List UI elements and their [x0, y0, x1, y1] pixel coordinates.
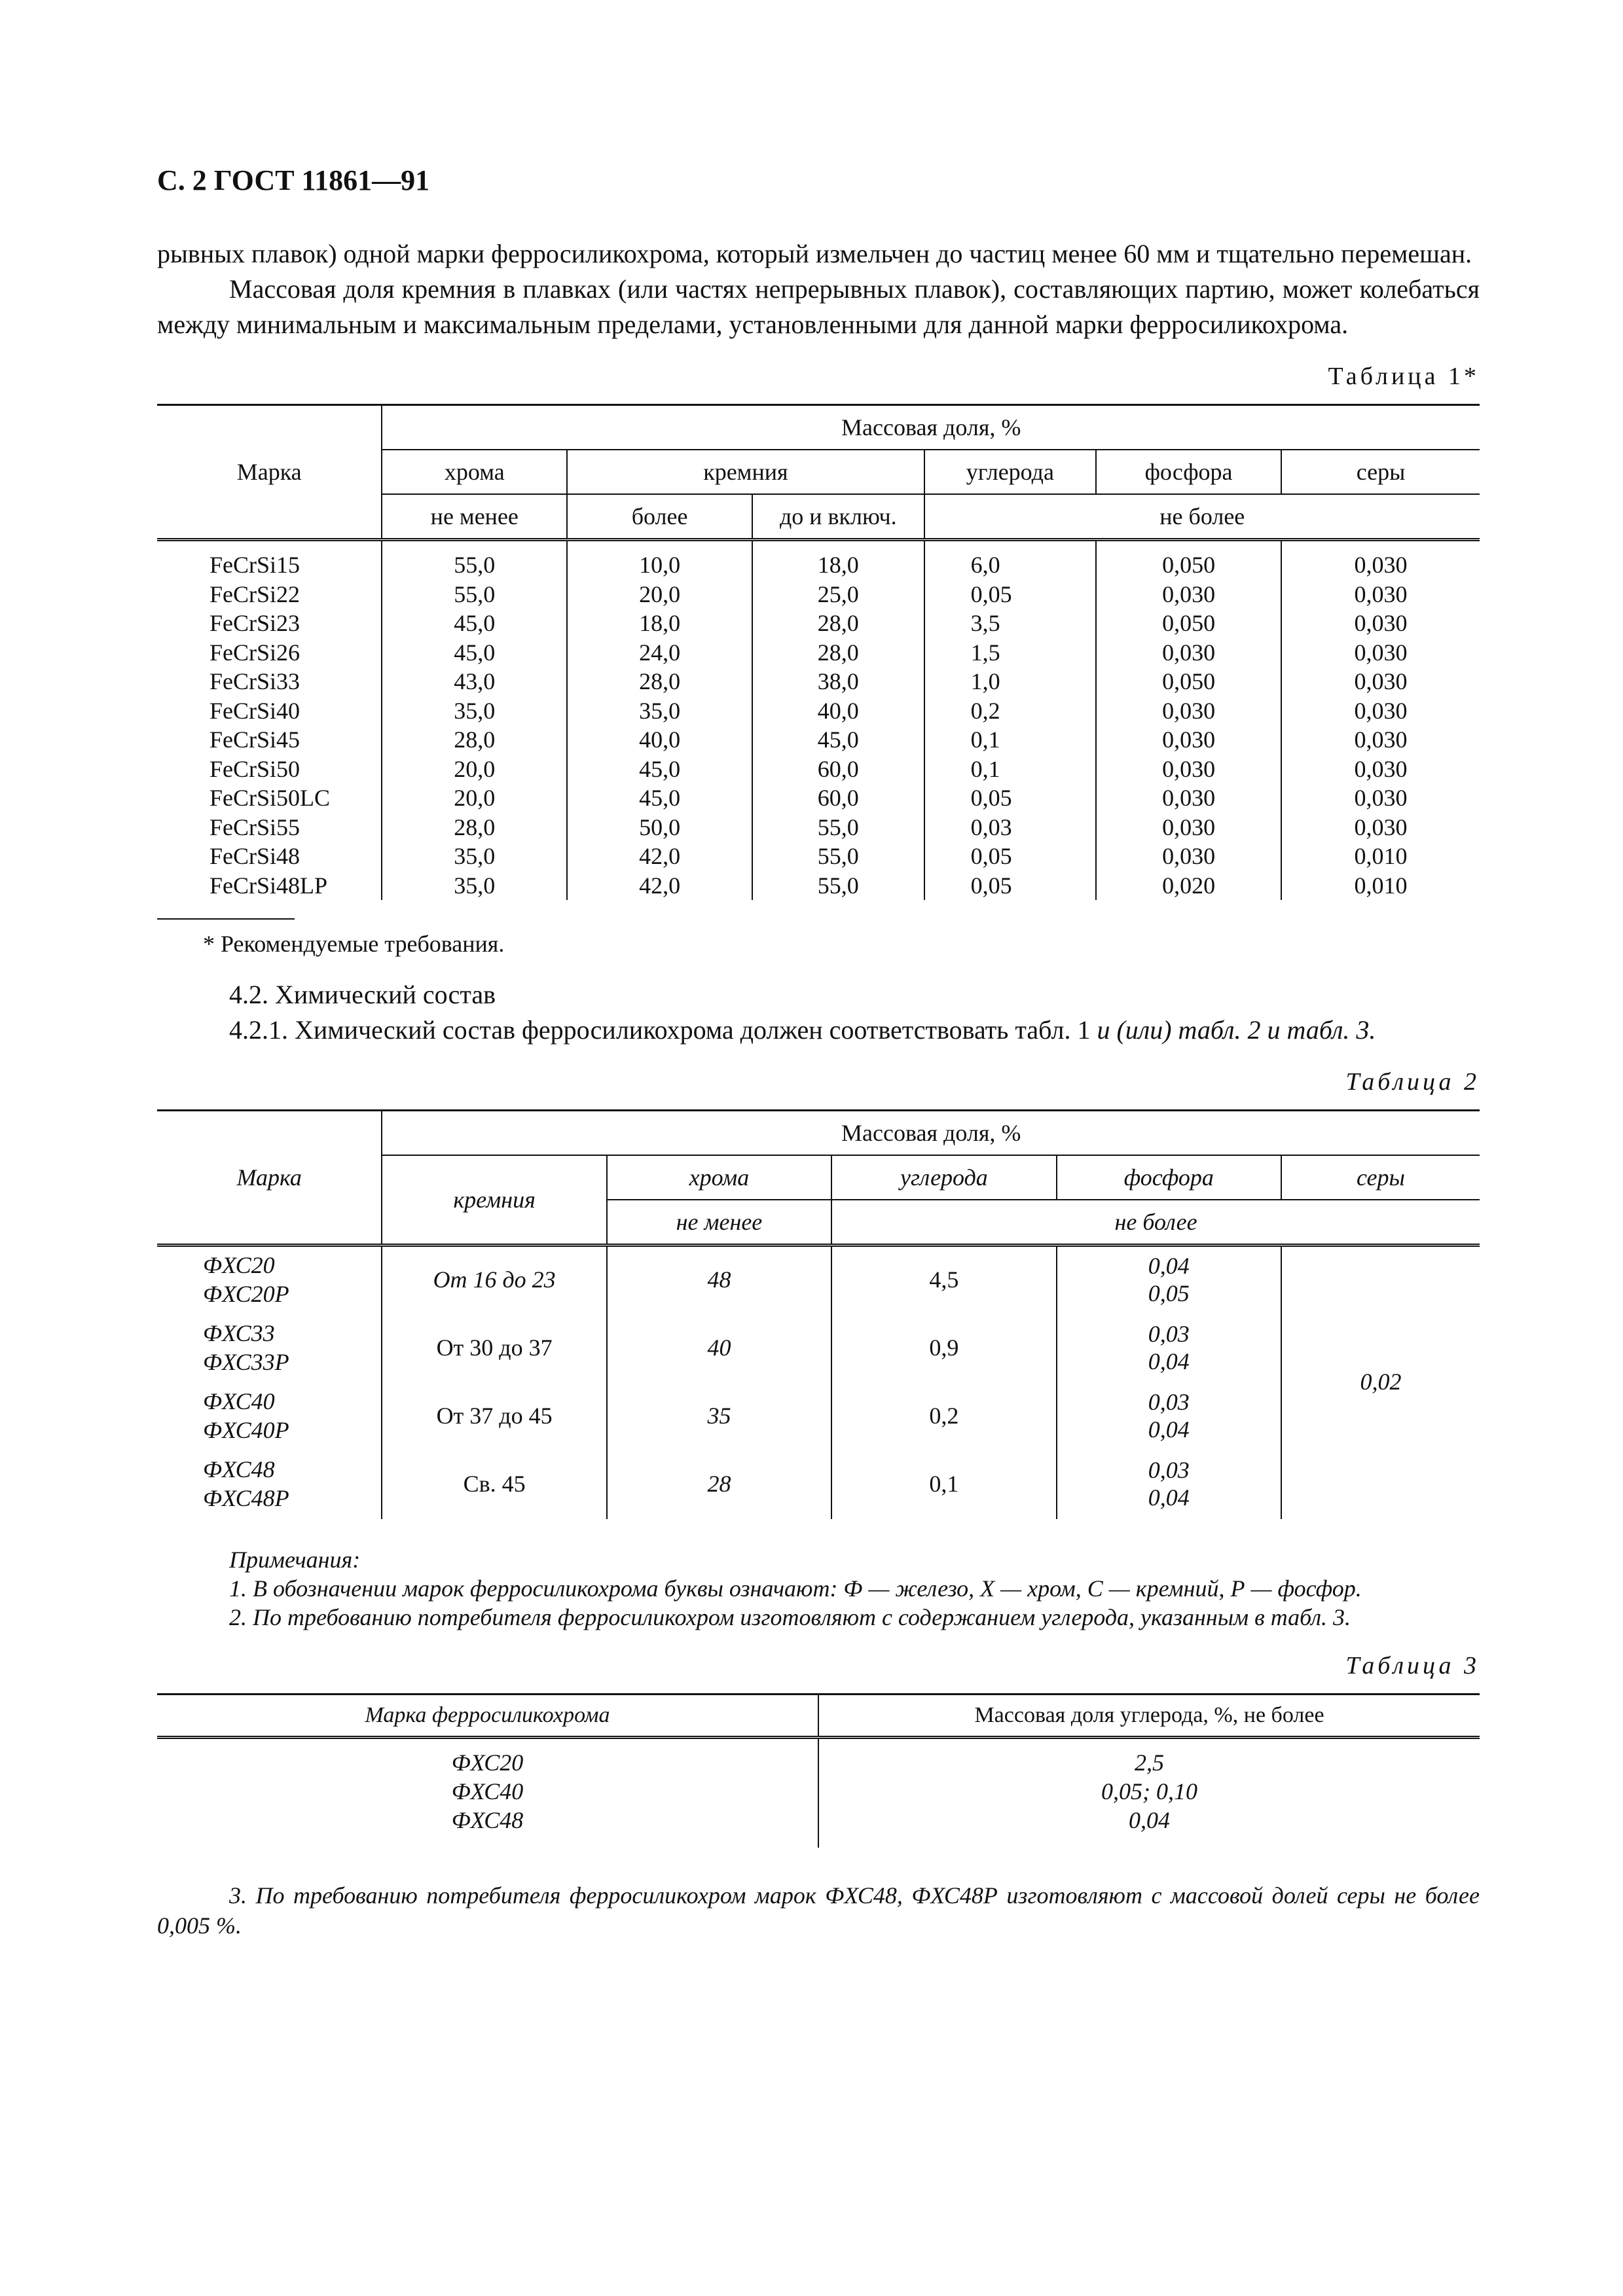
table-2 [157, 1109, 1480, 1519]
t2-carbon: 0,9 [831, 1315, 1056, 1383]
table2-label: Таблица 2 [1345, 1068, 1480, 1096]
t2-mark: ФХС40 ФХС40Р [203, 1388, 289, 1443]
table1-label: Таблица 1* [1328, 363, 1480, 390]
paragraph-2: Массовая доля кремния в плавках (или частях непрерывных плавок), составляющих партию, может колебаться между минимальным и максимальным пределами, установленными для данной марки ферросиликохрома. [157, 274, 1480, 339]
t3-header-carbon: Массовая доля углерода, %, не более [818, 1695, 1480, 1738]
t1-col-si-from: 10,0 20,0 18,0 24,0 28,0 35,0 40,0 45,0 45,0 50,0 42,0 42,0 [567, 540, 752, 901]
t1-header-mass: Массовая доля, % [382, 405, 1480, 450]
t2-header-mark: Марка [236, 1164, 302, 1191]
t1-header-phos: фосфора [1096, 450, 1281, 494]
note-2: 2. По требованию потребителя ферросиликохром изготовляют с содержанием углерода, указанным в табл. 3. [229, 1604, 1351, 1630]
t3-header-mark: Марка ферросиликохрома [365, 1703, 610, 1727]
paragraph-1: рывных плавок) одной марки ферросиликохрома, который измельчен до частиц менее 60 мм и тщательно перемешан. [157, 239, 1472, 268]
t1-col-phos: 0,050 0,030 0,050 0,030 0,050 0,030 0,030 0,030 0,030 0,030 0,030 0,020 [1096, 540, 1281, 901]
t1-col-marks: FeCrSi15 FeCrSi22 FeCrSi23 FeCrSi26 FeCrSi33 FeCrSi40 FeCrSi45 FeCrSi50 FeCrSi50LC FeCrSi55 FeCrSi48 FeCrSi48LP [210, 552, 331, 899]
note-1: 1. В обозначении марок ферросиликохрома буквы означают: Ф — железо, Х — хром, С — кремний, Р — фосфор. [229, 1575, 1362, 1602]
t1-header-more: более [567, 494, 752, 540]
section-text [157, 1013, 1480, 1048]
table-row [157, 1246, 1480, 1316]
t1-col-chrom: 55,0 55,0 45,0 45,0 43,0 35,0 28,0 20,0 20,0 28,0 35,0 35,0 [382, 540, 567, 901]
table3-label: Таблица 3 [1345, 1652, 1480, 1679]
section-text-part-b: и (или) табл. 2 и табл. 3. [1097, 1015, 1376, 1045]
t2-si: Св. 45 [382, 1451, 606, 1519]
t2-header-min: не менее [607, 1200, 831, 1246]
t2-phos: 0,04 0,05 [1057, 1246, 1281, 1316]
t2-si: От 16 до 23 [382, 1246, 606, 1316]
t2-header-si: кремния [382, 1155, 606, 1246]
t2-mark: ФХС48 ФХС48Р [203, 1456, 289, 1511]
t2-mark: ФХС20 ФХС20Р [203, 1252, 289, 1307]
section-text-part-a: 4.2.1. Химический состав ферросиликохрома должен соответствовать табл. 1 [229, 1015, 1097, 1045]
t1-header-chrom: хрома [382, 450, 567, 494]
note-3: 3. По требованию потребителя ферросиликохром марок ФХС48, ФХС48Р изготовляют с массовой долей серы не более 0,005 %. [157, 1882, 1480, 1939]
table2-notes [229, 1545, 1480, 1632]
t1-header-carbon: углерода [924, 450, 1097, 494]
t2-header-chrom: хрома [607, 1155, 831, 1200]
table-3 [157, 1693, 1480, 1848]
t1-header-max: не более [924, 494, 1480, 540]
t2-phos: 0,03 0,04 [1057, 1451, 1281, 1519]
t2-chrom: 40 [607, 1315, 831, 1383]
notes-title: Примечания: [229, 1547, 361, 1573]
t1-header-min: не менее [382, 494, 567, 540]
table1-footnote: * Рекомендуемые требования. [203, 931, 505, 957]
t1-header-si: кремния [567, 450, 924, 494]
t2-header-mass: Массовая доля, % [382, 1111, 1480, 1156]
t2-phos: 0,03 0,04 [1057, 1315, 1281, 1383]
footnote-divider [157, 918, 295, 920]
t2-carbon: 0,1 [831, 1451, 1056, 1519]
t1-col-si-to: 18,0 25,0 28,0 28,0 38,0 40,0 45,0 60,0 60,0 55,0 55,0 55,0 [752, 540, 924, 901]
t3-col-values: 2,5 0,05; 0,10 0,04 [818, 1738, 1480, 1848]
t2-header-phos: фосфора [1057, 1155, 1281, 1200]
t1-header-upto: до и включ. [752, 494, 924, 540]
t3-col-marks: ФХС20 ФХС40 ФХС48 [451, 1749, 524, 1833]
t2-si: От 37 до 45 [382, 1383, 606, 1451]
t2-si: От 30 до 37 [382, 1315, 606, 1383]
t2-chrom: 48 [607, 1246, 831, 1316]
t2-carbon: 4,5 [831, 1246, 1056, 1316]
t2-sulfur: 0,02 [1281, 1246, 1480, 1520]
t2-header-carbon: углерода [831, 1155, 1056, 1200]
t2-header-max: не более [831, 1200, 1480, 1246]
t1-col-carbon: 6,0 0,05 3,5 1,5 1,0 0,2 0,1 0,1 0,05 0,03 0,05 0,05 [924, 540, 1097, 901]
t1-header-mark: Марка [236, 459, 302, 485]
t2-chrom: 28 [607, 1451, 831, 1519]
t1-header-sulf: серы [1281, 450, 1480, 494]
t2-carbon: 0,2 [831, 1383, 1056, 1451]
section-heading: 4.2. Химический состав [229, 980, 496, 1009]
document-page [157, 164, 1480, 1941]
t2-chrom: 35 [607, 1383, 831, 1451]
table-1 [157, 404, 1480, 900]
t2-phos: 0,03 0,04 [1057, 1383, 1281, 1451]
page-header: С. 2 ГОСТ 11861—91 [157, 164, 430, 196]
t2-mark: ФХС33 ФХС33Р [203, 1320, 289, 1375]
t1-col-sulf: 0,030 0,030 0,030 0,030 0,030 0,030 0,030 0,030 0,030 0,030 0,010 0,010 [1281, 540, 1480, 901]
t2-header-sulf: серы [1281, 1155, 1480, 1200]
